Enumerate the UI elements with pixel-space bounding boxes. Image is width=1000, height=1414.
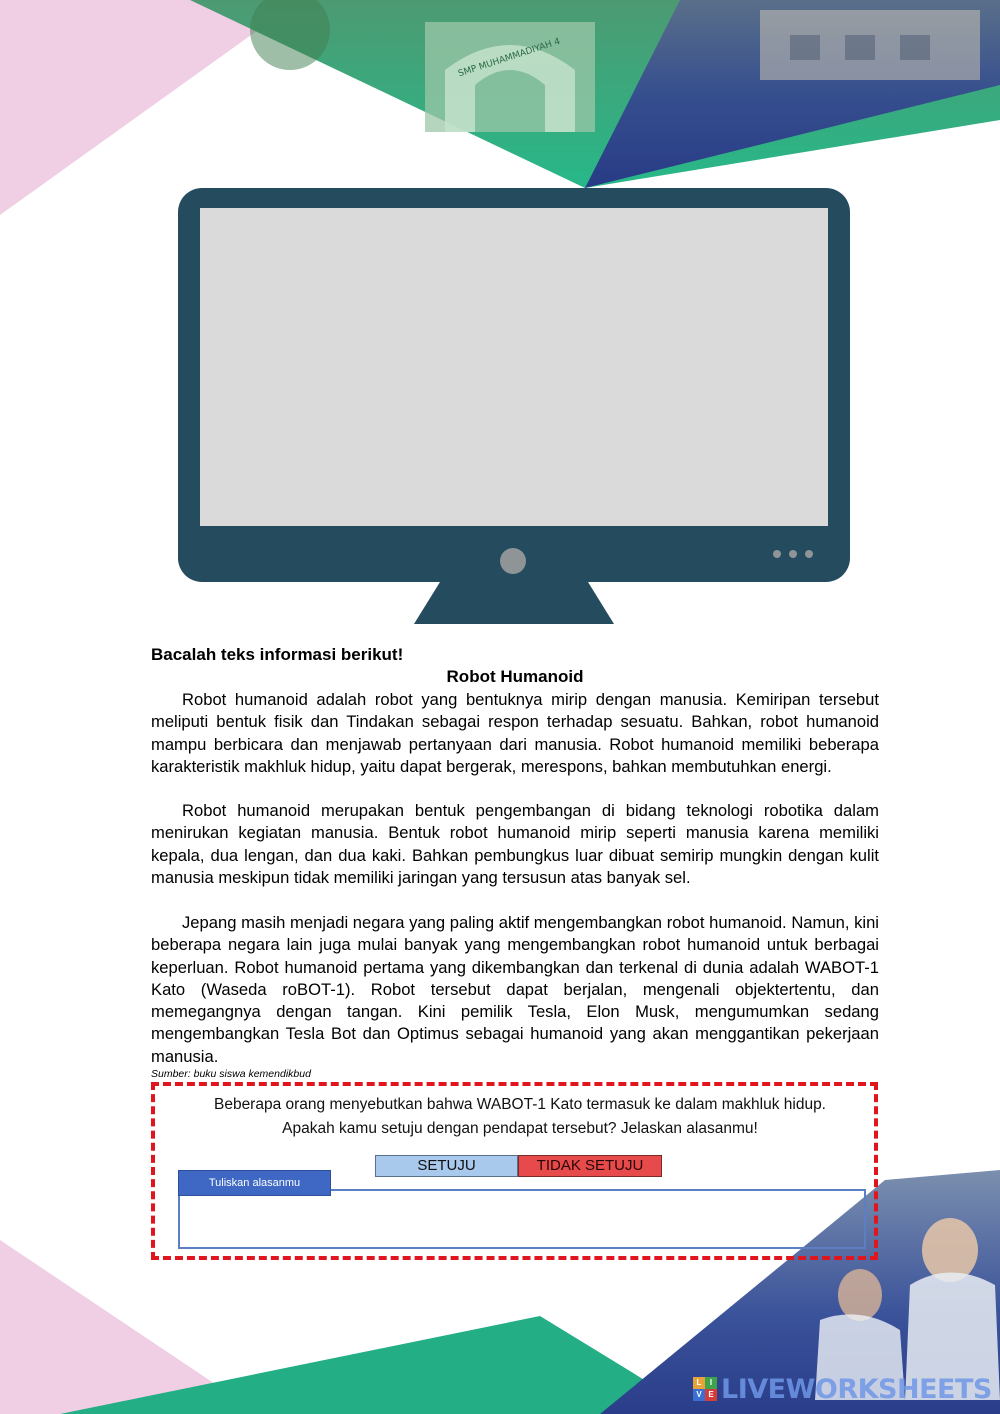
school-sign-text: SMP MUHAMMADIYAH 4 bbox=[457, 36, 562, 80]
logo-letter: L bbox=[693, 1377, 705, 1389]
article-paragraph: Robot humanoid adalah robot yang bentuknya mirip dengan manusia. Kemiripan tersebut meliputi bentuk fisik dan Tindakan sebagai respon terhadap sesuatu. Bahkan, robot humanoid mampu berbicara dan menjawab pertanyaan dari manusia. Robot humanoid memiliki beberapa karakteristik makhluk hidup, yaitu dapat bergerak, merespons, bahkan membutuhkan energi. bbox=[151, 690, 879, 776]
question-text bbox=[170, 1093, 870, 1141]
answer-label: Tuliskan alasanmu bbox=[178, 1170, 331, 1196]
agree-button[interactable]: SETUJU bbox=[375, 1155, 518, 1177]
logo-letter: V bbox=[693, 1389, 705, 1401]
article-paragraph: Robot humanoid merupakan bentuk pengembangan di bidang teknologi robotika dalam menirukan kegiatan manusia. Bentuk robot humanoid mirip seperti manusia karena memiliki kepala, dua lengan, dan dua kaki. Bahkan pembungkus luar dibuat semirip mungkin dengan kulit manusia meskipun tidak memiliki jaringan yang tersusun atas banyak sel. bbox=[151, 801, 879, 887]
monitor-indicator-dot bbox=[789, 550, 797, 558]
article-title: Robot Humanoid bbox=[446, 667, 584, 686]
watermark-text: LIVEWORKSHEETS bbox=[721, 1373, 992, 1405]
monitor-illustration bbox=[178, 188, 850, 624]
monitor-screen bbox=[200, 208, 828, 526]
question-line: Beberapa orang menyebutkan bahwa WABOT-1 Kato termasuk ke dalam makhluk hidup. bbox=[213, 1096, 826, 1113]
monitor-indicator-dot bbox=[805, 550, 813, 558]
answer-input[interactable] bbox=[178, 1189, 866, 1249]
reading-instruction: Bacalah teks informasi berikut! bbox=[151, 645, 404, 664]
source-citation: Sumber: buku siswa kemendikbud bbox=[151, 1068, 311, 1080]
disagree-button[interactable]: TIDAK SETUJU bbox=[518, 1155, 662, 1177]
liveworksheets-logo-icon bbox=[693, 1377, 717, 1401]
monitor-indicator-dot bbox=[773, 550, 781, 558]
liveworksheets-watermark bbox=[693, 1374, 992, 1404]
question-line: Apakah kamu setuju dengan pendapat tersebut? Jelaskan alasanmu! bbox=[282, 1120, 758, 1137]
logo-letter: E bbox=[705, 1389, 717, 1401]
monitor-power-button bbox=[500, 548, 526, 574]
monitor-stand bbox=[414, 582, 614, 624]
logo-letter: I bbox=[705, 1377, 717, 1389]
article-paragraph: Jepang masih menjadi negara yang paling aktif mengembangkan robot humanoid. Namun, kini beberapa negara lain juga mulai banyak yang mengembangkan robot humanoid untuk berbagai keperluan. Robot humanoid pertama yang dikembangkan dan terkenal di dunia adalah WABOT-1 Kato (Waseda roBOT-1). Robot tersebut dapat berjalan, mengenali objektertentu, dan memegangnya dengan tangan. Kini pemilik Tesla, Elon Musk, mengumumkan sedang mengembangkan Tesla Bot dan Optimus sebagai humanoid yang akan menggantikan pekerjaan manusia. bbox=[151, 913, 879, 1066]
